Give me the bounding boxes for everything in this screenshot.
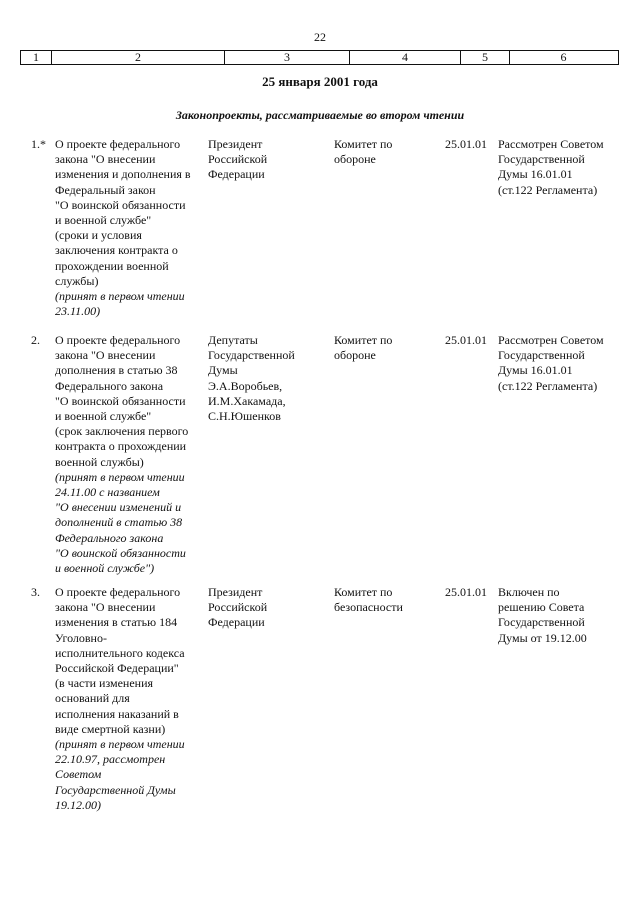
title-line: исполнения наказаний в	[55, 706, 179, 721]
initiator-line: Российской	[208, 152, 268, 167]
title-line: О проекте федерального	[55, 585, 181, 599]
title-line: прохождении военной	[55, 258, 169, 273]
title-line: Федерального закона	[55, 378, 164, 393]
title-line: Федеральный закон	[55, 182, 156, 197]
date-heading: 25 января 2001 года	[262, 74, 378, 89]
initiator	[208, 333, 328, 424]
initiator-line: Депутаты	[208, 333, 258, 347]
first-reading-note-line: и военной службе")	[55, 561, 155, 576]
title-line: О проекте федерального	[55, 137, 181, 151]
initiator-line: Э.А.Воробьев,	[208, 378, 283, 393]
first-reading-note-line: дополнений в статью 38	[55, 515, 183, 530]
decision-line: Государственной	[498, 348, 585, 363]
row-number: 2.	[31, 333, 40, 347]
initiator-line: И.М.Хакамада,	[208, 393, 286, 408]
column-header-cell: 5	[461, 51, 510, 64]
title-line: закона "О внесении	[55, 600, 156, 615]
first-reading-note-line: "О воинской обязанности	[55, 545, 186, 560]
title-line: исполнительного кодекса	[55, 645, 185, 660]
committee	[334, 333, 434, 363]
title-line: О проекте федерального	[55, 333, 181, 347]
first-reading-note-line: Советом	[55, 767, 102, 782]
initiator-line: Президент	[208, 585, 263, 599]
title-line: заключения контракта о	[55, 243, 178, 258]
bill-title	[55, 333, 203, 576]
first-reading-note-line: 19.12.00)	[55, 797, 101, 812]
column-header-cell: 6	[560, 50, 567, 64]
decision-line: Государственной	[498, 152, 585, 167]
consideration-date: 25.01.01	[445, 585, 487, 599]
initiator-line: Федерации	[208, 167, 265, 182]
committee	[334, 137, 434, 167]
committee-line: обороне	[334, 348, 376, 363]
initiator-line: Президент	[208, 137, 263, 151]
title-line: дополнения в статью 38	[55, 363, 178, 378]
column-header-cell: 1	[21, 51, 52, 64]
title-line: закона "О внесении	[55, 348, 156, 363]
first-reading-note-line: 24.11.00 с названием	[55, 485, 160, 500]
first-reading-note-line: (принят в первом чтении	[55, 469, 185, 484]
title-line: контракта о прохождении	[55, 439, 187, 454]
row-number: 1.*	[31, 137, 46, 151]
title-line: военной службы)	[55, 454, 144, 469]
column-header-cell: 4	[350, 51, 461, 64]
first-reading-note-line: Государственной Думы	[55, 782, 176, 797]
decision-line: Думы от 19.12.00	[498, 630, 587, 645]
first-reading-note-line: (принят в первом чтении	[55, 289, 185, 304]
consideration-date: 25.01.01	[445, 333, 487, 347]
decision-line: решению Совета	[498, 600, 585, 615]
initiator-line: С.Н.Юшенков	[208, 409, 281, 424]
column-header-cell: 3	[225, 51, 350, 64]
title-line: (в части изменения	[55, 676, 154, 691]
decision-line: (ст.122 Регламента)	[498, 182, 598, 197]
decision-line: Включен по	[498, 585, 560, 599]
initiator	[208, 137, 328, 183]
committee-line: Комитет по	[334, 137, 393, 151]
decision	[498, 585, 622, 646]
bill-title	[55, 585, 203, 813]
title-line: и военной службе"	[55, 213, 152, 228]
title-line: Уголовно-	[55, 630, 107, 645]
title-line: виде смертной казни)	[55, 721, 166, 736]
decision-line: Государственной	[498, 615, 585, 630]
page-number: 22	[314, 30, 326, 44]
first-reading-note-line: "О внесении изменений и	[55, 500, 182, 515]
consideration-date: 25.01.01	[445, 137, 487, 151]
committee-line: Комитет по	[334, 333, 393, 347]
decision-line: (ст.122 Регламента)	[498, 378, 598, 393]
title-line: оснований для	[55, 691, 130, 706]
title-line: и военной службе"	[55, 409, 152, 424]
title-line: службы)	[55, 273, 99, 288]
committee-line: Комитет по	[334, 585, 393, 599]
section-title: Законопроекты, рассматриваемые во втором чтении	[175, 108, 465, 122]
title-line: (сроки и условия	[55, 228, 142, 243]
initiator-line: Думы	[208, 363, 238, 378]
decision-line: Думы 16.01.01	[498, 167, 573, 182]
title-line: Российской Федерации"	[55, 661, 179, 676]
decision-line: Рассмотрен Советом	[498, 333, 604, 347]
column-header-cell: 2	[52, 51, 225, 64]
title-line: изменения в статью 184	[55, 615, 178, 630]
title-line: "О воинской обязанности	[55, 393, 186, 408]
column-number-header	[20, 50, 619, 65]
initiator-line: Российской	[208, 600, 268, 615]
first-reading-note-line: (принят в первом чтении	[55, 737, 185, 752]
title-line: изменения и дополнения в	[55, 167, 191, 182]
committee-line: обороне	[334, 152, 376, 167]
first-reading-note-line: 22.10.97, рассмотрен	[55, 752, 166, 767]
title-line: "О воинской обязанности	[55, 197, 186, 212]
committee-line: безопасности	[334, 600, 403, 615]
first-reading-note-line: 23.11.00)	[55, 304, 101, 319]
initiator-line: Федерации	[208, 615, 265, 630]
decision-line: Думы 16.01.01	[498, 363, 573, 378]
initiator-line: Государственной	[208, 348, 295, 363]
committee	[334, 585, 434, 615]
title-line: закона "О внесении	[55, 152, 156, 167]
row-number: 3.	[31, 585, 40, 599]
initiator	[208, 585, 328, 631]
title-line: (срок заключения первого	[55, 424, 189, 439]
decision-line: Рассмотрен Советом	[498, 137, 604, 151]
bill-title	[55, 137, 203, 319]
decision	[498, 333, 622, 394]
first-reading-note-line: Федерального закона	[55, 530, 164, 545]
decision	[498, 137, 622, 198]
